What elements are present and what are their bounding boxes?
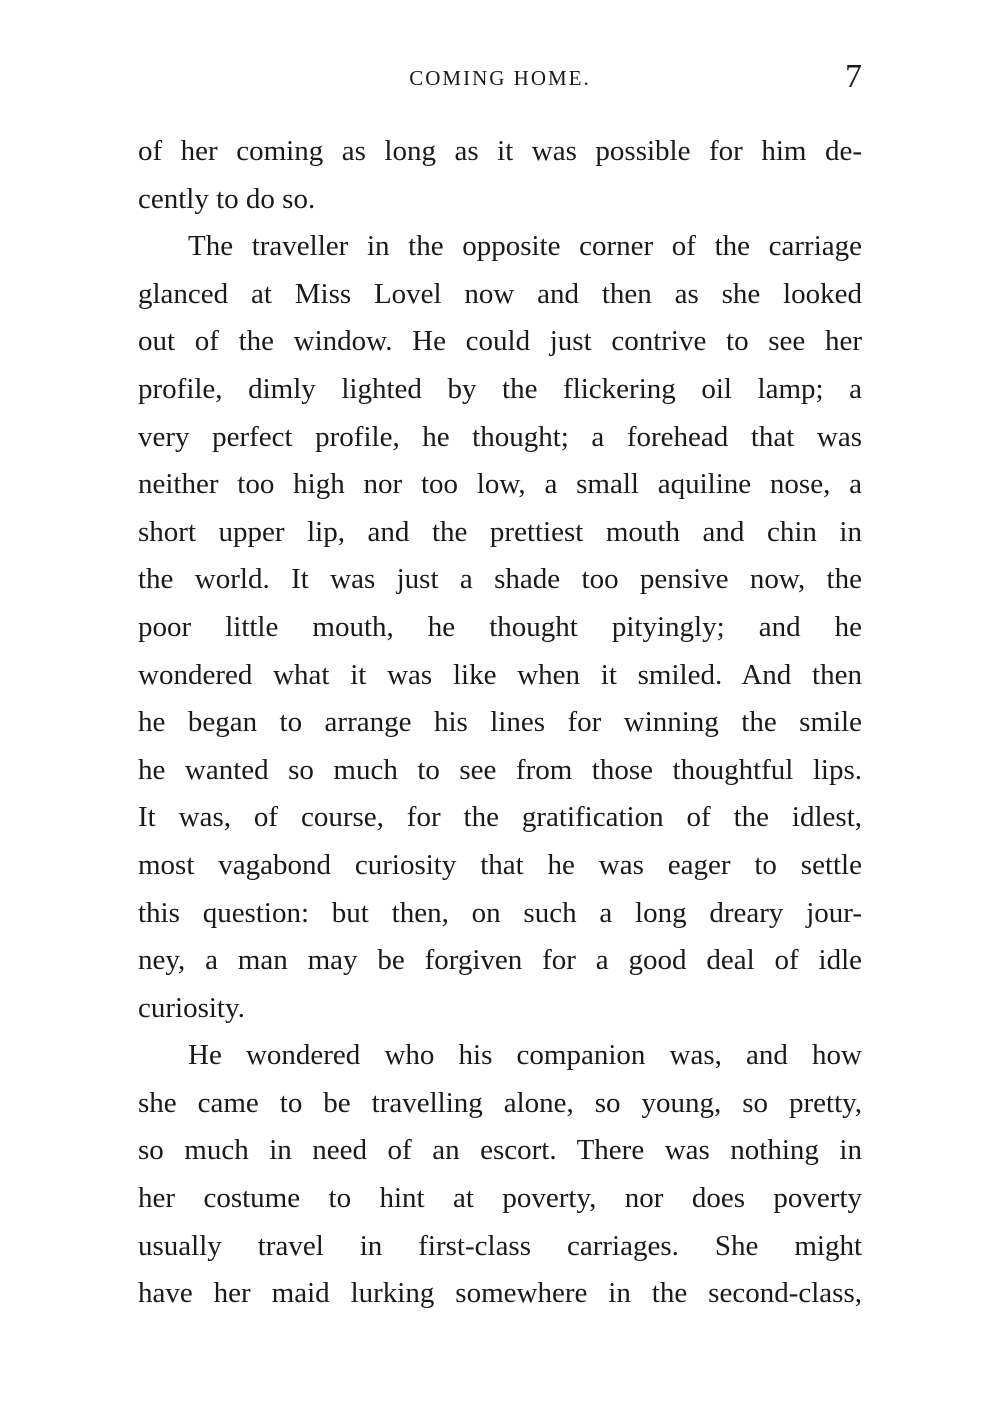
text-line: her costume to hint at poverty, nor does poverty bbox=[138, 1182, 862, 1215]
text-line: she came to be travelling alone, so young, so pretty, bbox=[138, 1086, 862, 1119]
text-line: of her coming as long as it was possible for him de- bbox=[138, 135, 862, 167]
text-line: usually travel in first-class carriages. She might bbox=[138, 1229, 862, 1262]
body-text bbox=[138, 128, 862, 1318]
text-line: ney, a man may be forgiven for a good deal of idle bbox=[138, 944, 862, 977]
text-line: wondered what it was like when it smiled. And then bbox=[138, 658, 862, 691]
text-line: The traveller in the opposite corner of the carriage bbox=[188, 230, 862, 263]
text-line: have her maid lurking somewhere in the second-class, bbox=[138, 1277, 862, 1310]
text-line: this question: but then, on such a long dreary jour- bbox=[138, 896, 862, 929]
text-line: so much in need of an escort. There was nothing in bbox=[138, 1134, 862, 1167]
text-line: curiosity. bbox=[138, 991, 245, 1024]
text-line: short upper lip, and the prettiest mouth and chin in bbox=[138, 515, 862, 548]
text-line: neither too high nor too low, a small aquiline nose, a bbox=[138, 468, 862, 501]
page-number: 7 bbox=[845, 58, 862, 95]
text-line: It was, of course, for the gratification of the idlest, bbox=[138, 801, 862, 834]
text-line: out of the window. He could just contrive to see her bbox=[138, 325, 862, 358]
text-line: glanced at Miss Lovel now and then as she looked bbox=[138, 277, 862, 310]
running-head bbox=[138, 58, 862, 98]
text-line: He wondered who his companion was, and how bbox=[188, 1039, 862, 1072]
text-line: very perfect profile, he thought; a forehead that was bbox=[138, 420, 862, 453]
text-line: he wanted so much to see from those thoughtful lips. bbox=[138, 753, 862, 786]
text-line: most vagabond curiosity that he was eager to settle bbox=[138, 848, 862, 881]
running-title: COMING HOME. bbox=[409, 66, 591, 90]
text-line: poor little mouth, he thought pityingly; and he bbox=[138, 610, 862, 643]
text-line: the world. It was just a shade too pensive now, the bbox=[138, 563, 862, 596]
text-line: cently to do so. bbox=[138, 182, 316, 215]
text-line: he began to arrange his lines for winning the smile bbox=[138, 706, 862, 739]
text-line: profile, dimly lighted by the flickering oil lamp; a bbox=[138, 372, 862, 405]
